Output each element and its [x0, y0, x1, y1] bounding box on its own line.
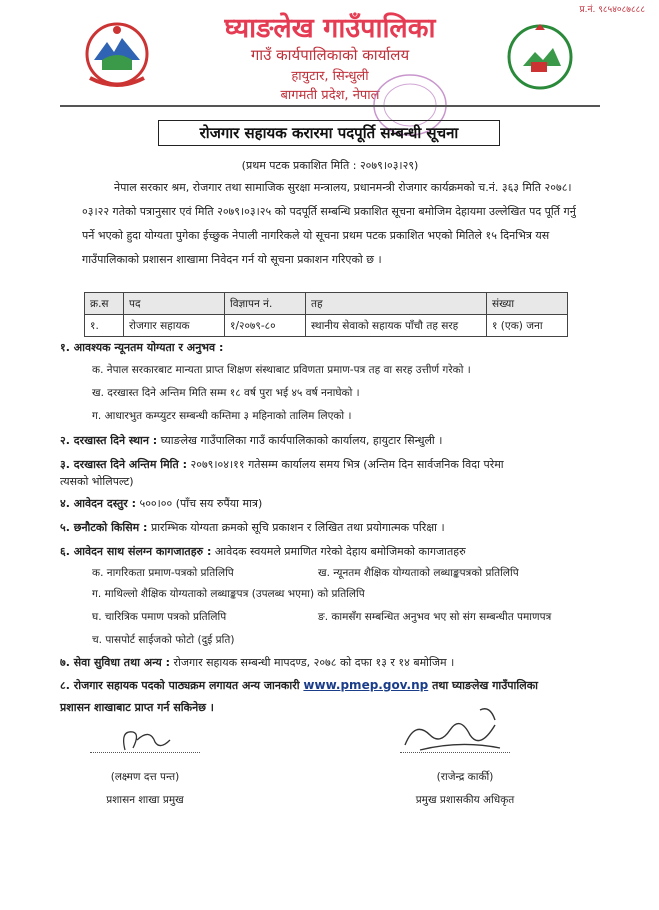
pmep-link[interactable]: www.pmep.gov.np [303, 678, 429, 692]
notice-paragraph: नेपाल सरकार श्रम, रोजगार तथा सामाजिक सुरक्षा मन्त्रालय, प्रधानमन्त्री रोजगार कार्यक्रमको च.नं. ३६३ मिति २०७८।०३।२२ गतेको पत्रानुसार एवं मिति २०७९।०३।२५ को पदपूर्ति सम्बन्धि प्रकाशित सूचना बमोजिम देहायमा उल्लेखित पद पूर्ति गर्नु पर्ने भएको हुदा योग्यता पुगेका ईच्छुक नेपाली नागरिकले यो सूचना प्रथम पटक प्रकाशित भएको मितिले १५ दिनभित्र यस गाउँपालिकाको प्रशासन शाखामा निवेदन गर्न यो सूचना प्रकाशन गरिएको छ । [82, 181, 576, 266]
cell-count: १ (एक) जना [487, 315, 568, 337]
section-7: ७. सेवा सुविधा तथा अन्य : रोजगार सहायक सम्बन्धी मापदण्ड, २०७८ को दफा १३ र १४ बमोजिम । [60, 656, 455, 669]
col-level: तह [306, 293, 487, 315]
cell-post: रोजगार सहायक [124, 315, 225, 337]
publish-date: (प्रथम पटक प्रकाशित मिति : २०७९।०३।२९) [241, 159, 419, 172]
emblem-right-icon [505, 22, 575, 92]
section-2: २. दरखास्त दिने स्थान : घ्याङलेख गाउँपालिका गाउँ कार्यपालिकाको कार्यालय, हायुटार सिन्धुली । [60, 434, 443, 447]
col-sn: क्र.स [85, 293, 124, 315]
notice-heading: रोजगार सहायक करारमा पदपूर्ति सम्बन्धी सूचना [158, 120, 500, 146]
address-line-2: बागमती प्रदेश, नेपाल [280, 88, 380, 103]
right-signatory-name: (राजेन्द्र कार्की) [436, 771, 494, 783]
table-header-row [85, 293, 568, 315]
signature-right-icon [400, 700, 510, 760]
left-signatory-name: (लक्ष्मण दत्त पन्त) [110, 771, 180, 783]
section-1-a: क. नेपाल सरकारबाट मान्यता प्राप्त शिक्षण संस्थाबाट प्रविणता प्रमाण-पत्र तह वा सरह उत्तीर्ण गरेको । [92, 364, 471, 376]
section-6-cha: च. पासपोर्ट साईजको फोटो (दुई प्रति) [92, 634, 235, 646]
right-signatory-title: प्रमुख प्रशासकीय अधिकृत [415, 794, 515, 806]
header-divider [60, 105, 600, 107]
section-3-cont: त्यसको भोलिपल्ट) [60, 475, 134, 488]
office-name: गाउँ कार्यपालिकाको कार्यालय [250, 46, 410, 64]
section-5: ५. छनौटको किसिम : प्रारम्भिक योग्यता क्रमको सूचि प्रकाशन र लिखित तथा प्रयोगात्मक परिक्षा । [60, 521, 445, 534]
section-3: ३. दरखास्त दिने अन्तिम मिति : २०७९।०४।११ गतेसम्म कार्यालय समय भित्र (अन्तिम दिन सार्वजनिक विदा परेमा [60, 458, 504, 471]
section-4: ४. आवेदन दस्तुर : ५००।०० (पाँच सय रुपैंया मात्र) [60, 497, 263, 510]
section-6-ka: क. नागरिकता प्रमाण-पत्रको प्रतिलिपि [92, 567, 234, 579]
cell-ad-no: १/२०७९-८० [225, 315, 306, 337]
col-ad-no: विज्ञापन नं. [225, 293, 306, 315]
section-6-nga: ङ. कामसँग सम्बन्धित अनुभव भए सो संग सम्बन्धीत पमाणपत्र [318, 611, 552, 623]
section-6-kha: ख. न्यूनतम शैक्षिक योग्यताको लब्धाङ्कपत्रको प्रतिलिपि [318, 567, 519, 579]
cell-level: स्थानीय सेवाको सहायक पाँचौ तह सरह [306, 315, 487, 337]
position-table [84, 292, 568, 337]
signature-line-right [400, 752, 510, 753]
section-1-title: १. आवश्यक न्यूनतम योग्यता र अनुभव : [60, 341, 224, 354]
col-count: संख्या [487, 293, 568, 315]
left-signatory-title: प्रशासन शाखा प्रमुख [106, 794, 184, 806]
emblem-left-icon [82, 20, 152, 92]
table-row [85, 315, 568, 337]
signature-left-icon [115, 720, 175, 760]
section-6: ६. आवेदन साथ संलग्न कागजातहरु : आवेदक स्वयमले प्रमाणित गरेको देहाय बमोजिमको कागजातहरु [60, 545, 466, 558]
address-line-1: हायुटार, सिन्धुली [291, 69, 369, 84]
section-6-ga: ग. माथिल्लो शैक्षिक योग्यताको लब्धाङ्कपत्र (उपलब्ध भएमा) को प्रतिलिपि [92, 588, 365, 600]
reference-number: प्र.नं. ९८५४०८७८८८ [579, 5, 645, 15]
col-post: पद [124, 293, 225, 315]
section-1-b: ख. दरखास्त दिने अन्तिम मिति सम्म १८ वर्ष पुरा भई ४५ वर्ष ननाघेको । [92, 387, 360, 399]
org-title: घ्याङलेख गाउँपालिका [224, 13, 436, 44]
section-6-gha: घ. चारित्रिक पमाण पत्रको प्रतिलिपि [92, 611, 227, 623]
signature-line-left [90, 752, 200, 753]
cell-sn: १. [85, 315, 124, 337]
section-8: ८. रोजगार सहायक पदको पाठ्यक्रम लगायत अन्य जानकारी www.pmep.gov.np तथा घ्याङलेख गाउँपालिका [60, 678, 538, 692]
section-8-cont: प्रशासन शाखाबाट प्राप्त गर्न सकिनेछ । [60, 701, 214, 714]
section-1-c: ग. आधारभुत कम्प्युटर सम्बन्धी कम्तिमा ३ महिनाको तालिम लिएको । [92, 410, 352, 422]
